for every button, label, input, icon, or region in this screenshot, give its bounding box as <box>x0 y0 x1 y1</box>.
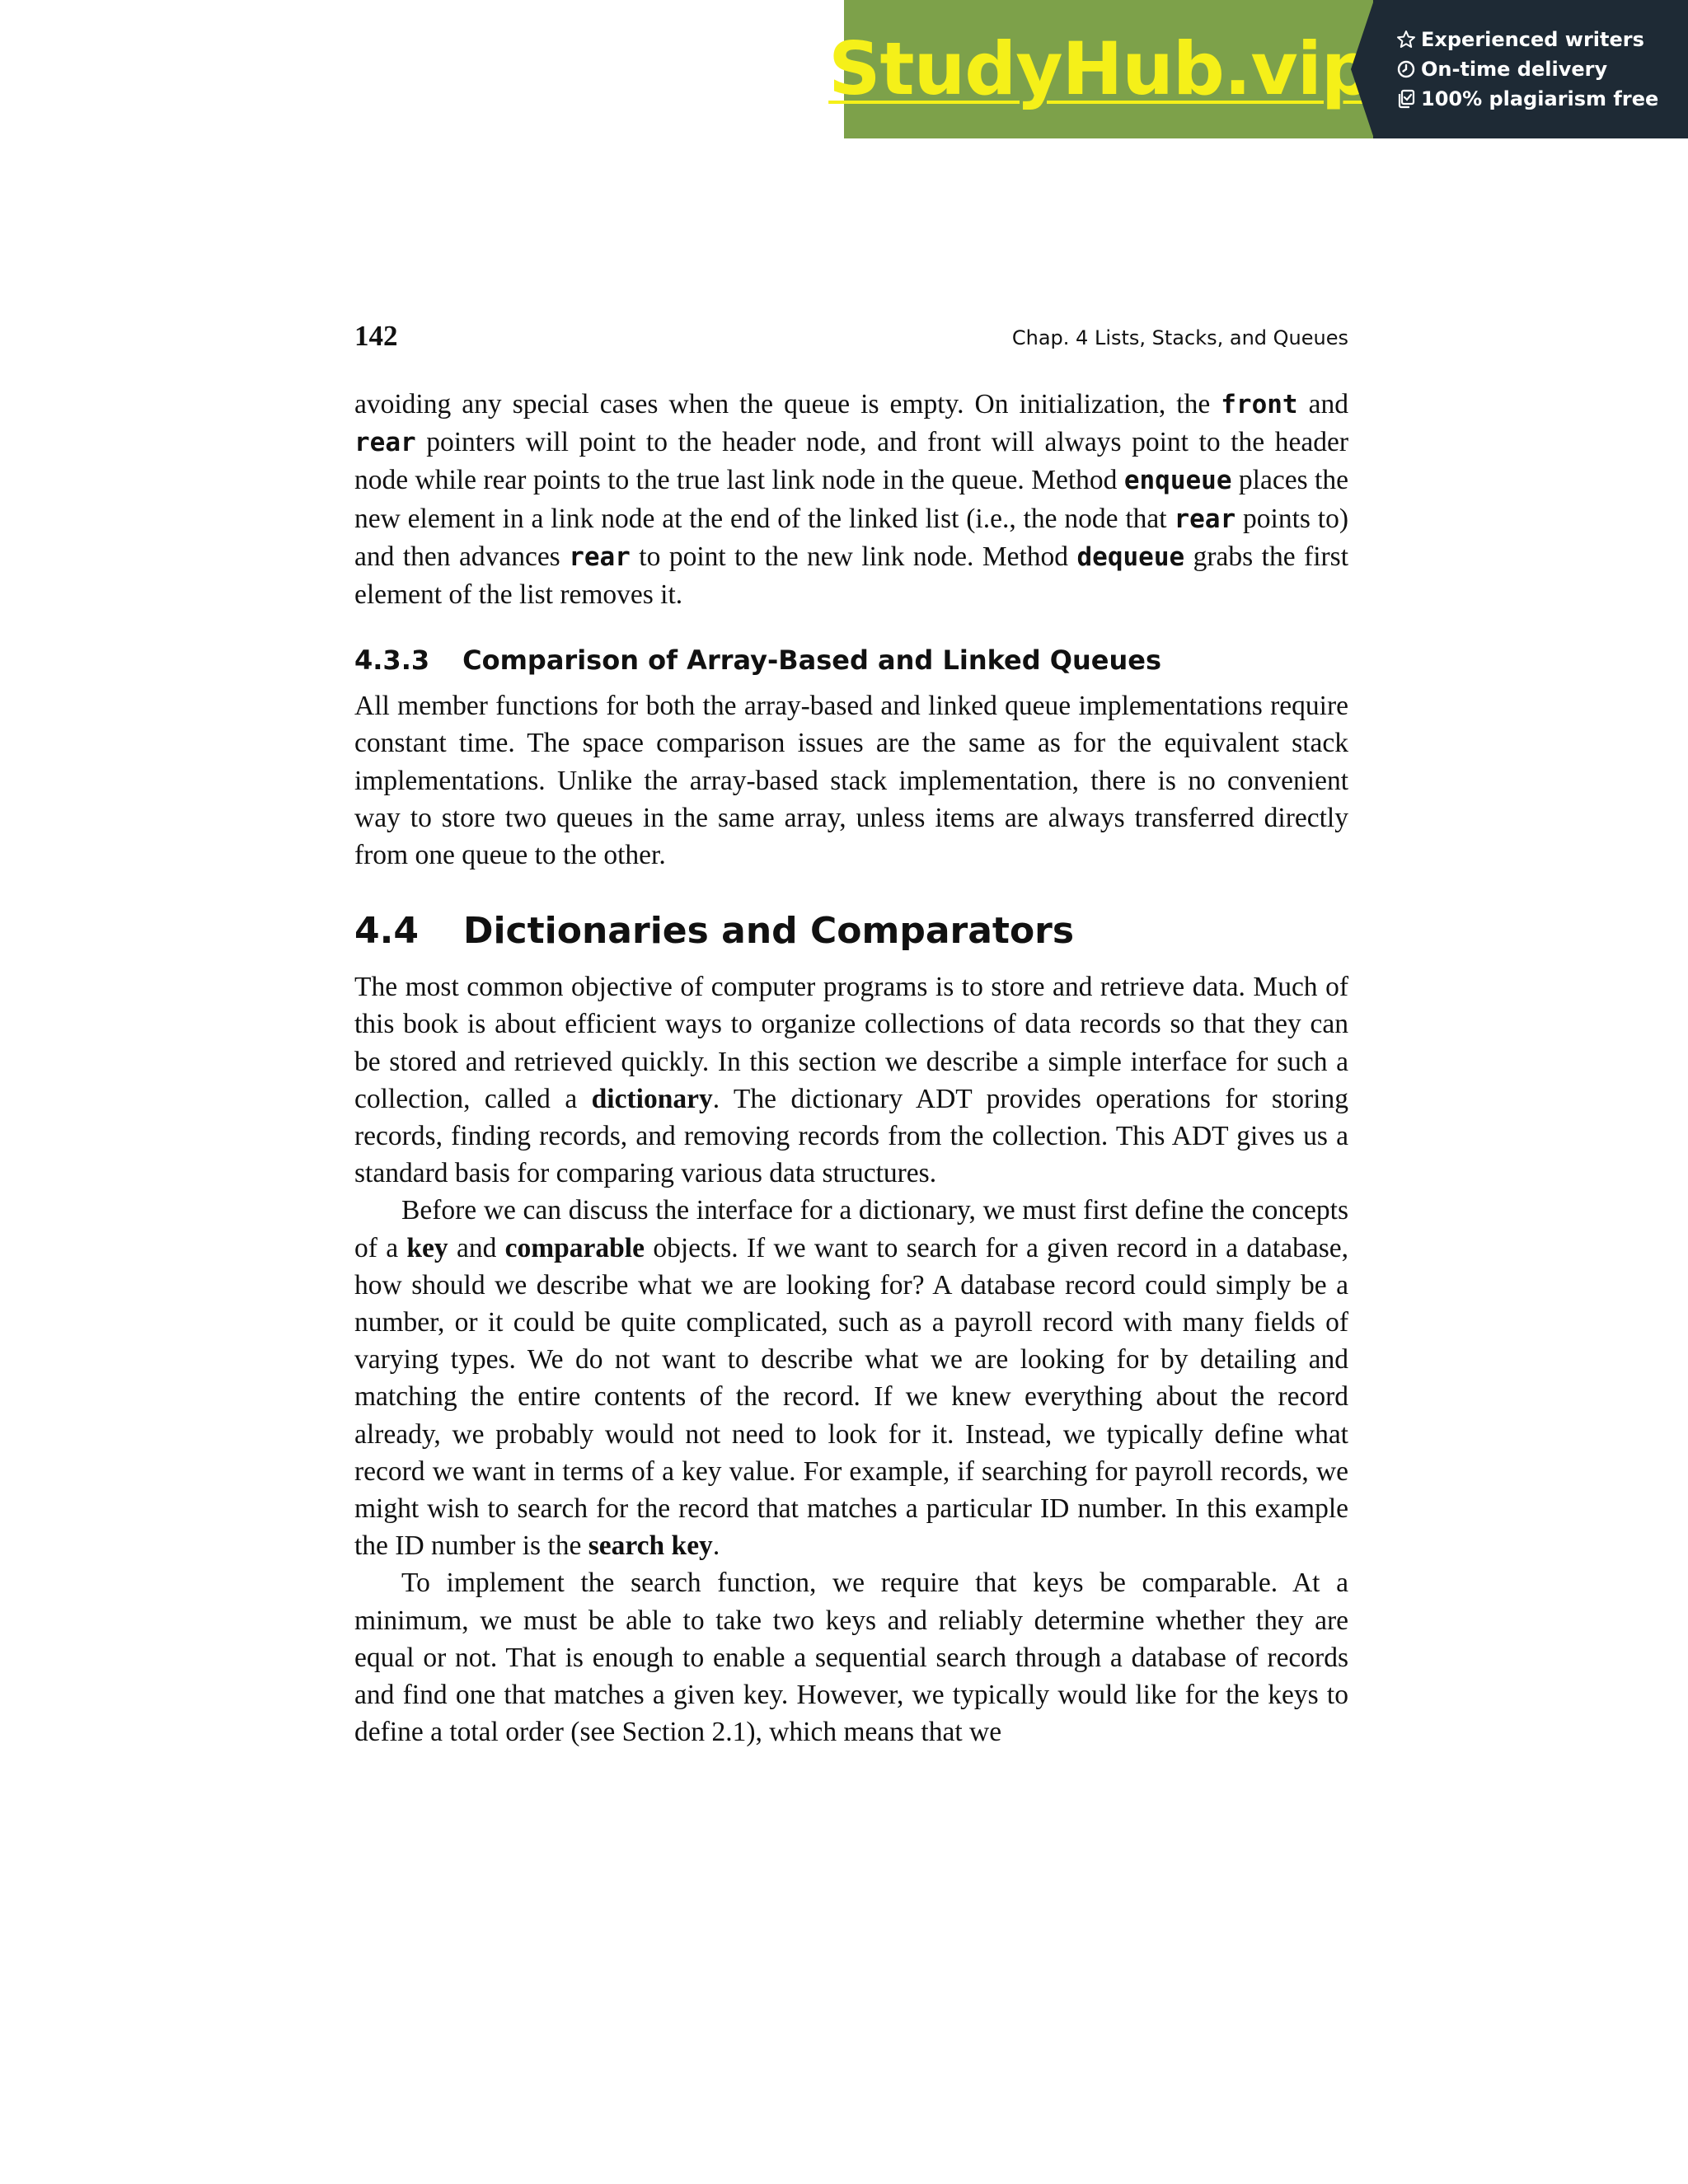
subsection-heading <box>354 644 1348 676</box>
feature-item <box>1396 87 1688 110</box>
subsection-title: Comparison of Array-Based and Linked Queues <box>462 644 1161 677</box>
paragraph-search-function: To implement the search function, we require that keys be comparable. At a minimum, we must be able to take two keys and reliably determine whether they are equal or not. That is enough to enable a sequential search through a database of records and find one that matches a given key. However, we typically would like for the keys to define a total order (see Section 2.1), which means that we <box>354 1568 1348 1748</box>
code-enqueue: enqueue <box>1123 466 1232 496</box>
code-front: front <box>1221 390 1298 419</box>
code-dequeue: dequeue <box>1076 541 1185 572</box>
page-number: 142 <box>354 320 398 352</box>
section-heading <box>354 910 1348 952</box>
chapter-title: Chap. 4 Lists, Stacks, and Queues <box>1011 326 1348 349</box>
feature-list <box>1373 0 1688 138</box>
promo-banner[interactable] <box>828 0 1688 138</box>
paragraph-queue-header: avoiding any special cases when the queue is empty. On initialization, the front and rear pointers will point to the header node, and front will always point to the header node while rear points to the true last link node in the queue. Method enqueue places the new element in a link node at the end of the linked list (i.e., the node that rear points to) and then advances rear to point to the new link node. Method dequeue grabs the first element of the list removes it. <box>354 389 1349 611</box>
brand-logo[interactable] <box>828 0 1373 138</box>
code-rear: rear <box>1174 504 1236 534</box>
term-search-key: search key <box>588 1530 713 1562</box>
brand-name: StudyHub.vip <box>828 26 1372 111</box>
feature-item <box>1396 28 1688 51</box>
paragraph-comparison: All member functions for both the array-based and linked queue implementations require constant time. The space comparison issues are the same as for the equivalent stack implementations. Unlike the array-based stack implementation, there is no convenient way to store two queues in the same array, unless items are always transferred directly from one queue to the other. <box>354 691 1348 871</box>
term-dictionary: dictionary <box>591 1083 713 1114</box>
subsection-number: 4.3.3 <box>354 644 430 677</box>
section-title: Dictionaries and Comparators <box>462 910 1075 953</box>
feature-label: On-time delivery <box>1421 58 1608 81</box>
star-icon <box>1396 30 1416 49</box>
book-page <box>354 313 1348 1751</box>
clock-icon <box>1396 59 1416 79</box>
paragraph-keys: Before we can discuss the interface for a dictionary, we must first define the concepts of a key and comparable objects. If we want to search for a given record in a database, how should we describe what we are looking for? A database record could simply be a number, or it could be quite complicated, such as a payroll record with many fields of varying types. We do not want to describe what we are looking for by detailing and matching the entire contents of the record. If we knew everything about the record already, we probably would not need to look for it. Instead, we typically define what record we want in terms of a key value. For example, if searching for payroll records, we might wish to search for the record that matches a particular ID number. In this example the ID number is the search key. <box>354 1195 1348 1562</box>
term-comparable: comparable <box>504 1232 645 1263</box>
feature-label: 100% plagiarism free <box>1421 87 1659 110</box>
paragraph-dictionary-intro: The most common objective of computer programs is to store and retrieve data. Much of this book is about efficient ways to organize collections of data records so that they can be stored and retrieved quickly. In this section we describe a simple interface for such a collection, called a dictionary. The dictionary ADT provides operations for storing records, finding records, and removing records from the collection. This ADT gives us a standard basis for comparing various data structures. <box>354 972 1348 1189</box>
section-number: 4.4 <box>354 910 419 953</box>
term-key: key <box>406 1232 448 1263</box>
feature-item <box>1396 58 1688 81</box>
code-rear: rear <box>354 428 416 458</box>
code-rear: rear <box>569 541 631 572</box>
running-head <box>354 313 1348 363</box>
copy-check-icon <box>1396 89 1416 109</box>
feature-label: Experienced writers <box>1421 28 1644 51</box>
